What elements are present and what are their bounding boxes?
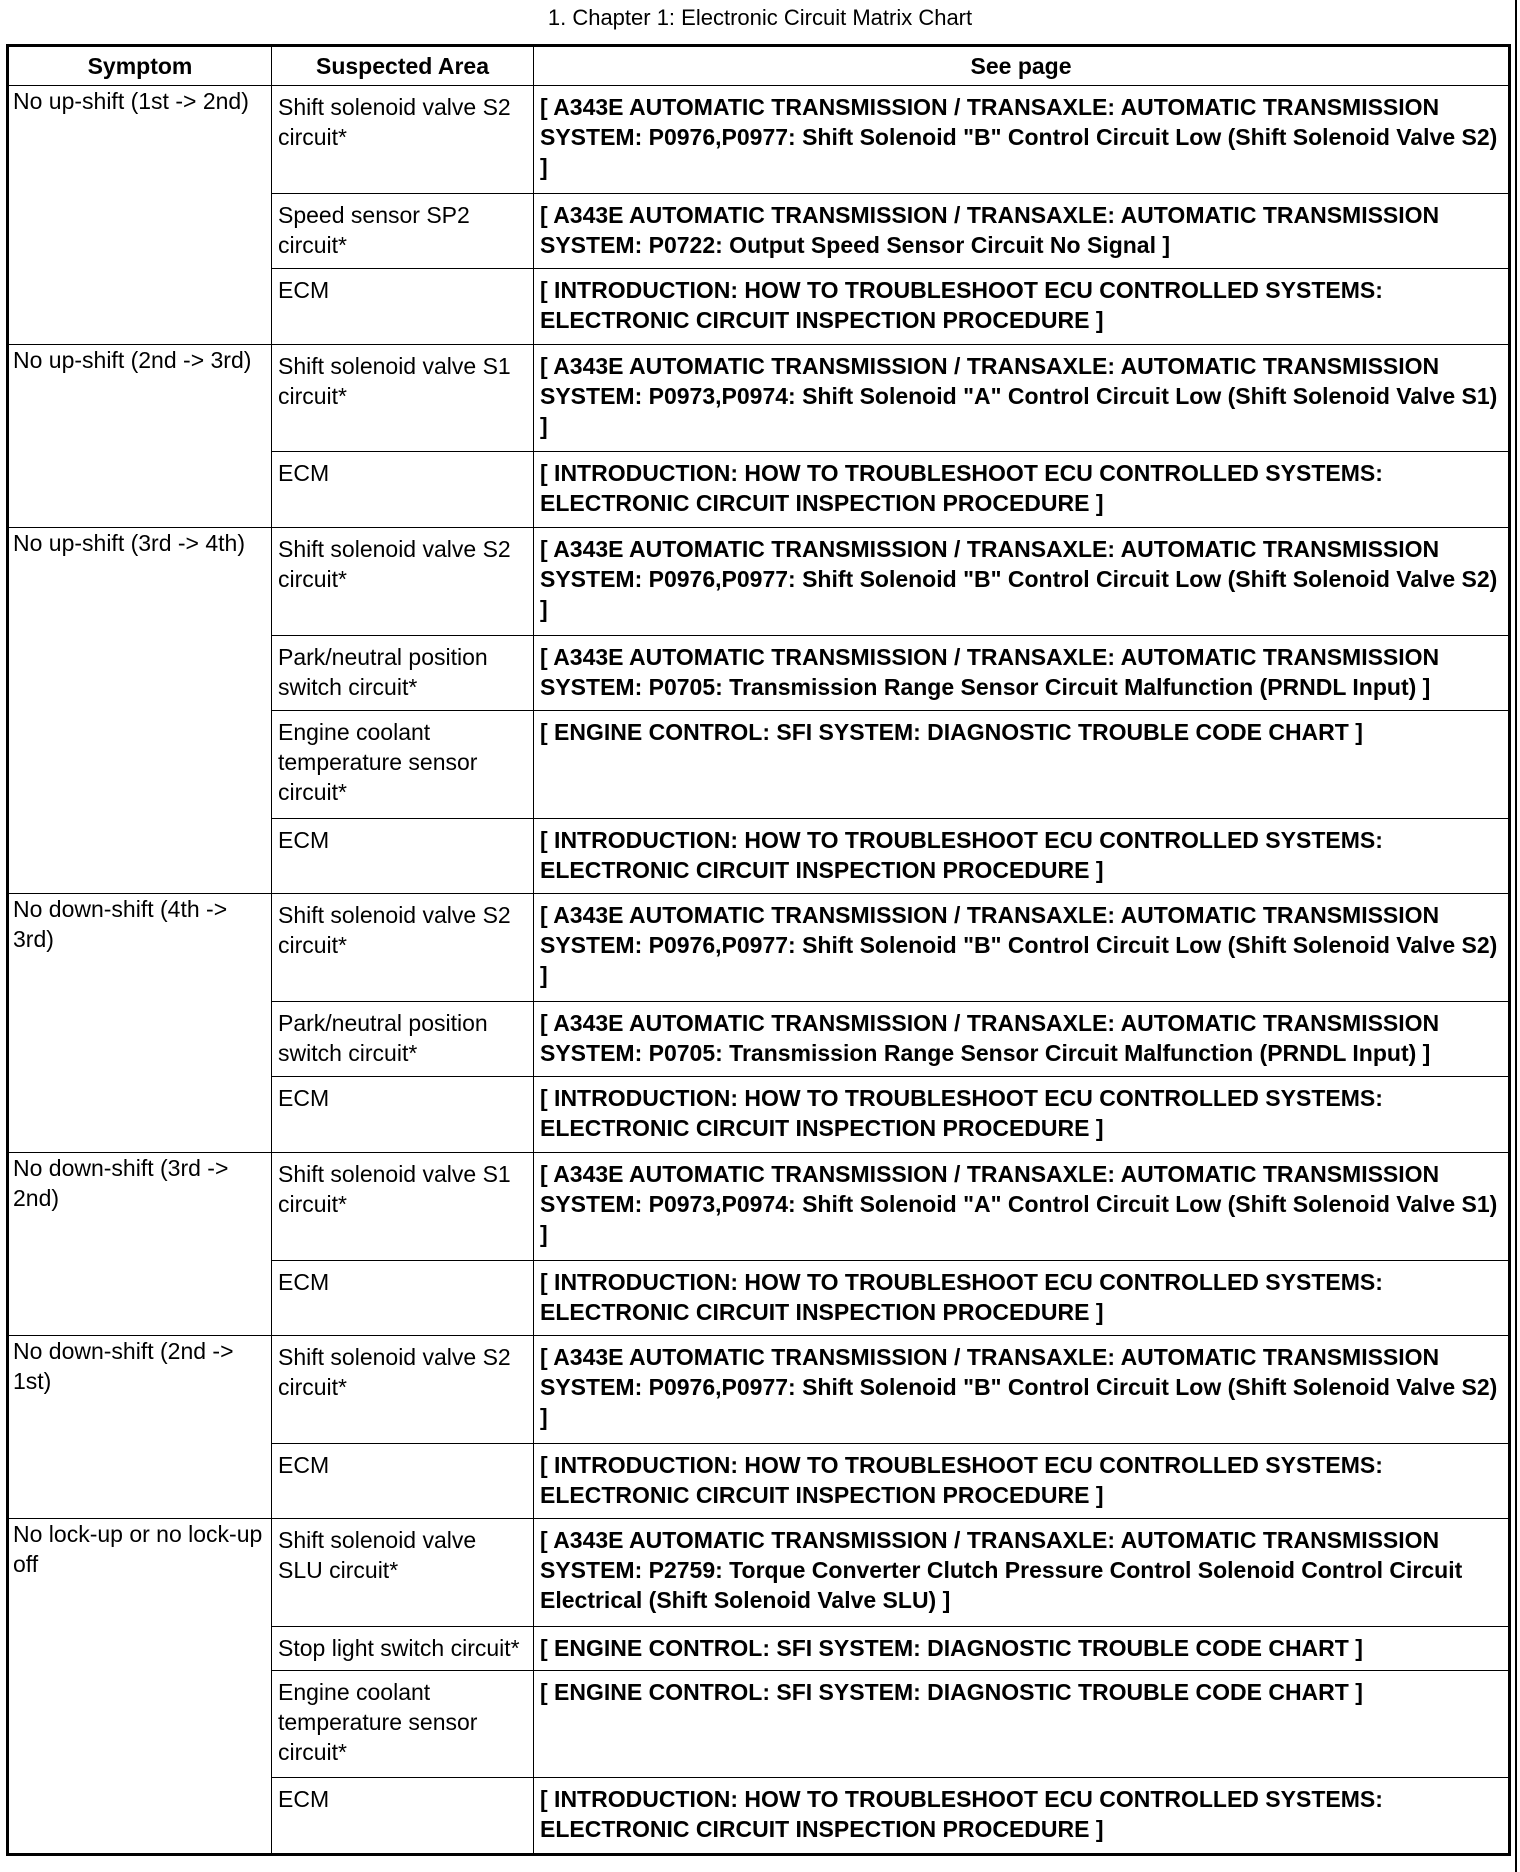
circuit-matrix-table bbox=[6, 44, 1511, 1856]
see-page-reference[interactable]: [ ENGINE CONTROL: SFI SYSTEM: DIAGNOSTIC TROUBLE CODE CHART ] bbox=[534, 711, 1510, 819]
see-page-reference[interactable]: [ A343E AUTOMATIC TRANSMISSION / TRANSAXLE: AUTOMATIC TRANSMISSION SYSTEM: P0976,P0977: Shift Solenoid "B" Control Circuit Low (Shift Solenoid Valve S2) ] bbox=[534, 894, 1510, 1002]
table-row bbox=[8, 86, 1510, 194]
header-symptom: Symptom bbox=[8, 46, 272, 86]
right-edge-rule bbox=[1515, 0, 1517, 1872]
suspected-area-cell: Shift solenoid valve S2 circuit* bbox=[272, 1336, 534, 1444]
see-page-reference[interactable]: [ A343E AUTOMATIC TRANSMISSION / TRANSAXLE: AUTOMATIC TRANSMISSION SYSTEM: P0705: Transmission Range Sensor Circuit Malfunction (PRNDL Input) ] bbox=[534, 1001, 1510, 1077]
suspected-area-cell: ECM bbox=[272, 818, 534, 894]
suspected-area-cell: Shift solenoid valve SLU circuit* bbox=[272, 1519, 534, 1627]
matrix-body bbox=[8, 86, 1510, 1855]
see-page-reference[interactable]: [ A343E AUTOMATIC TRANSMISSION / TRANSAXLE: AUTOMATIC TRANSMISSION SYSTEM: P0973,P0974: Shift Solenoid "A" Control Circuit Low (Shift Solenoid Valve S1) ] bbox=[534, 1153, 1510, 1261]
suspected-area-cell: Shift solenoid valve S2 circuit* bbox=[272, 86, 534, 194]
suspected-area-cell: Speed sensor SP2 circuit* bbox=[272, 193, 534, 269]
symptom-cell: No down-shift (2nd -> 1st) bbox=[8, 1336, 272, 1519]
suspected-area-cell: Stop light switch circuit* bbox=[272, 1626, 534, 1670]
suspected-area-cell: Engine coolant temperature sensor circuit* bbox=[272, 1670, 534, 1778]
table-row bbox=[8, 344, 1510, 452]
suspected-area-cell: ECM bbox=[272, 1077, 534, 1153]
see-page-reference[interactable]: [ A343E AUTOMATIC TRANSMISSION / TRANSAXLE: AUTOMATIC TRANSMISSION SYSTEM: P0976,P0977: Shift Solenoid "B" Control Circuit Low (Shift Solenoid Valve S2) ] bbox=[534, 86, 1510, 194]
see-page-reference[interactable]: [ A343E AUTOMATIC TRANSMISSION / TRANSAXLE: AUTOMATIC TRANSMISSION SYSTEM: P0705: Transmission Range Sensor Circuit Malfunction (PRNDL Input) ] bbox=[534, 635, 1510, 711]
header-row bbox=[8, 46, 1510, 86]
see-page-reference[interactable]: [ INTRODUCTION: HOW TO TROUBLESHOOT ECU CONTROLLED SYSTEMS: ELECTRONIC CIRCUIT INSPECTION PROCEDURE ] bbox=[534, 1260, 1510, 1336]
table-row bbox=[8, 1336, 1510, 1444]
symptom-cell: No down-shift (3rd -> 2nd) bbox=[8, 1153, 272, 1336]
suspected-area-cell: Shift solenoid valve S1 circuit* bbox=[272, 344, 534, 452]
header-suspected-area: Suspected Area bbox=[272, 46, 534, 86]
suspected-area-cell: Shift solenoid valve S2 circuit* bbox=[272, 527, 534, 635]
see-page-reference[interactable]: [ ENGINE CONTROL: SFI SYSTEM: DIAGNOSTIC TROUBLE CODE CHART ] bbox=[534, 1670, 1510, 1778]
suspected-area-cell: ECM bbox=[272, 1443, 534, 1519]
table-row bbox=[8, 527, 1510, 635]
symptom-cell: No lock-up or no lock-up off bbox=[8, 1519, 272, 1855]
table-row bbox=[8, 1519, 1510, 1627]
suspected-area-cell: Shift solenoid valve S2 circuit* bbox=[272, 894, 534, 1002]
suspected-area-cell: ECM bbox=[272, 452, 534, 528]
suspected-area-cell: Shift solenoid valve S1 circuit* bbox=[272, 1153, 534, 1261]
symptom-cell: No up-shift (2nd -> 3rd) bbox=[8, 344, 272, 527]
see-page-reference[interactable]: [ INTRODUCTION: HOW TO TROUBLESHOOT ECU CONTROLLED SYSTEMS: ELECTRONIC CIRCUIT INSPECTION PROCEDURE ] bbox=[534, 1077, 1510, 1153]
see-page-reference[interactable]: [ A343E AUTOMATIC TRANSMISSION / TRANSAXLE: AUTOMATIC TRANSMISSION SYSTEM: P0976,P0977: Shift Solenoid "B" Control Circuit Low (Shift Solenoid Valve S2) ] bbox=[534, 527, 1510, 635]
table-row bbox=[8, 894, 1510, 1002]
see-page-reference[interactable]: [ ENGINE CONTROL: SFI SYSTEM: DIAGNOSTIC TROUBLE CODE CHART ] bbox=[534, 1626, 1510, 1670]
page-caption: 1. Chapter 1: Electronic Circuit Matrix Chart bbox=[547, 5, 973, 30]
see-page-reference[interactable]: [ INTRODUCTION: HOW TO TROUBLESHOOT ECU CONTROLLED SYSTEMS: ELECTRONIC CIRCUIT INSPECTION PROCEDURE ] bbox=[534, 269, 1510, 345]
see-page-reference[interactable]: [ INTRODUCTION: HOW TO TROUBLESHOOT ECU CONTROLLED SYSTEMS: ELECTRONIC CIRCUIT INSPECTION PROCEDURE ] bbox=[534, 452, 1510, 528]
suspected-area-cell: ECM bbox=[272, 269, 534, 345]
header-see-page: See page bbox=[534, 46, 1510, 86]
symptom-cell: No up-shift (1st -> 2nd) bbox=[8, 86, 272, 345]
see-page-reference[interactable]: [ INTRODUCTION: HOW TO TROUBLESHOOT ECU CONTROLLED SYSTEMS: ELECTRONIC CIRCUIT INSPECTION PROCEDURE ] bbox=[534, 818, 1510, 894]
see-page-reference[interactable]: [ A343E AUTOMATIC TRANSMISSION / TRANSAXLE: AUTOMATIC TRANSMISSION SYSTEM: P0722: Output Speed Sensor Circuit No Signal ] bbox=[534, 193, 1510, 269]
suspected-area-cell: Park/neutral position switch circuit* bbox=[272, 1001, 534, 1077]
symptom-cell: No up-shift (3rd -> 4th) bbox=[8, 527, 272, 893]
suspected-area-cell: ECM bbox=[272, 1260, 534, 1336]
see-page-reference[interactable]: [ INTRODUCTION: HOW TO TROUBLESHOOT ECU CONTROLLED SYSTEMS: ELECTRONIC CIRCUIT INSPECTION PROCEDURE ] bbox=[534, 1443, 1510, 1519]
see-page-reference[interactable]: [ INTRODUCTION: HOW TO TROUBLESHOOT ECU CONTROLLED SYSTEMS: ELECTRONIC CIRCUIT INSPECTION PROCEDURE ] bbox=[534, 1778, 1510, 1855]
see-page-reference[interactable]: [ A343E AUTOMATIC TRANSMISSION / TRANSAXLE: AUTOMATIC TRANSMISSION SYSTEM: P0973,P0974: Shift Solenoid "A" Control Circuit Low (Shift Solenoid Valve S1) ] bbox=[534, 344, 1510, 452]
suspected-area-cell: ECM bbox=[272, 1778, 534, 1855]
symptom-cell: No down-shift (4th -> 3rd) bbox=[8, 894, 272, 1153]
suspected-area-cell: Engine coolant temperature sensor circuit* bbox=[272, 711, 534, 819]
suspected-area-cell: Park/neutral position switch circuit* bbox=[272, 635, 534, 711]
table-row bbox=[8, 1153, 1510, 1261]
see-page-reference[interactable]: [ A343E AUTOMATIC TRANSMISSION / TRANSAXLE: AUTOMATIC TRANSMISSION SYSTEM: P0976,P0977: Shift Solenoid "B" Control Circuit Low (Shift Solenoid Valve S2) ] bbox=[534, 1336, 1510, 1444]
see-page-reference[interactable]: [ A343E AUTOMATIC TRANSMISSION / TRANSAXLE: AUTOMATIC TRANSMISSION SYSTEM: P2759: Torque Converter Clutch Pressure Control Solenoid Control Circuit Electrical (Shift Solenoid Valve SLU) ] bbox=[534, 1519, 1510, 1627]
